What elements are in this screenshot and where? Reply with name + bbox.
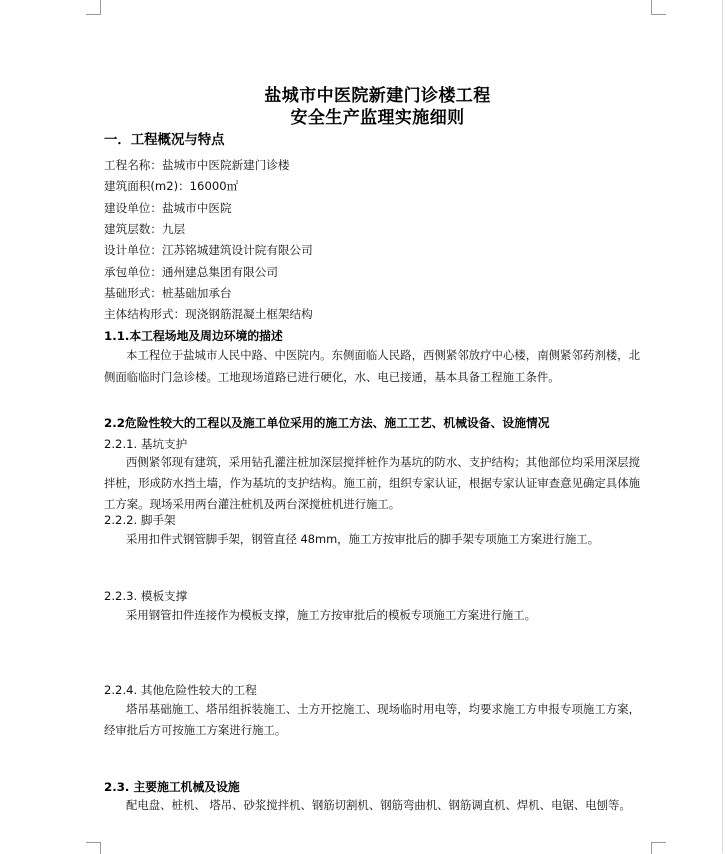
crop-mark-top-right bbox=[651, 0, 666, 15]
crop-mark-bottom-left bbox=[86, 842, 101, 854]
subsection-heading: 1.1.本工程场地及周边环境的描述 bbox=[104, 329, 283, 343]
info-line: 基础形式：桩基础加承台 bbox=[104, 286, 232, 300]
info-line: 建设单位：盐城市中医院 bbox=[104, 201, 232, 215]
paragraph: 采用钢管扣件连接作为模板支撑，施工方按审批后的模板专项施工方案进行施工。 bbox=[126, 608, 537, 622]
paragraph: 塔吊基础施工、塔吊组拆装施工、土方开挖施工、现场临时用电等，均要求施工方申报专项施工方案，经审批后方可按施工方案进行施工。 bbox=[104, 702, 640, 737]
crop-mark-bottom-right bbox=[651, 842, 666, 854]
subsection-heading: 2.2.3. 模板支撑 bbox=[104, 589, 188, 603]
document-subtitle: 安全生产监理实施细则 bbox=[290, 108, 465, 128]
subsection-heading: 2.2.4. 其他危险性较大的工程 bbox=[104, 683, 257, 697]
info-line: 主体结构形式：现浇钢筋混凝土框架结构 bbox=[104, 307, 313, 321]
section-heading: 一．工程概况与特点 bbox=[104, 133, 225, 148]
info-line: 建筑层数：九层 bbox=[104, 222, 186, 236]
subsection-heading: 2.2.1. 基坑支护 bbox=[104, 437, 188, 451]
paragraph: 西侧紧邻现有建筑，采用钻孔灌注桩加深层搅拌桩作为基坑的防水、支护结构；其他部位均采用深层搅拌桩，形成防水挡土墙，作为基坑的支护结构。施工前，组织专家认证，根据专家认证审查意见确定具体施工方案。现场采用两台灌注桩机及两台深搅桩机进行施工。 bbox=[104, 455, 640, 511]
crop-mark-top-left bbox=[86, 0, 101, 15]
subsection-heading: 2.2.2. 脚手架 bbox=[104, 513, 176, 527]
document-title: 盐城市中医院新建门诊楼工程 bbox=[264, 86, 491, 106]
info-line: 设计单位：江苏铭城建筑设计院有限公司 bbox=[104, 243, 313, 257]
subsection-heading: 2.2危险性较大的工程以及施工单位采用的施工方法、施工工艺、机械设备、设施情况 bbox=[104, 416, 550, 430]
subsection-heading: 2.3. 主要施工机械及设施 bbox=[104, 780, 240, 794]
info-line: 工程名称：盐城市中医院新建门诊楼 bbox=[104, 158, 290, 172]
paragraph: 本工程位于盐城市人民中路、中医院内。东侧面临人民路，西侧紧邻放疗中心楼，南侧紧邻药剂楼，北侧面临临时门急诊楼。工地现场道路已进行硬化，水、电已接通，基本具备工程施工条件。 bbox=[104, 348, 640, 384]
paragraph: 配电盘、桩机、 塔吊、砂浆搅拌机、钢筋切割机、钢筋弯曲机、钢筋调直机、焊机、电锯、电刨等。 bbox=[126, 798, 631, 812]
info-line: 承包单位：通州建总集团有限公司 bbox=[104, 265, 278, 279]
info-line: 建筑面积(m2)：16000㎡ bbox=[104, 179, 239, 193]
paragraph: 采用扣件式钢管脚手架，钢管直径 48mm，施工方按审批后的脚手架专项施工方案进行施工。 bbox=[126, 532, 600, 546]
